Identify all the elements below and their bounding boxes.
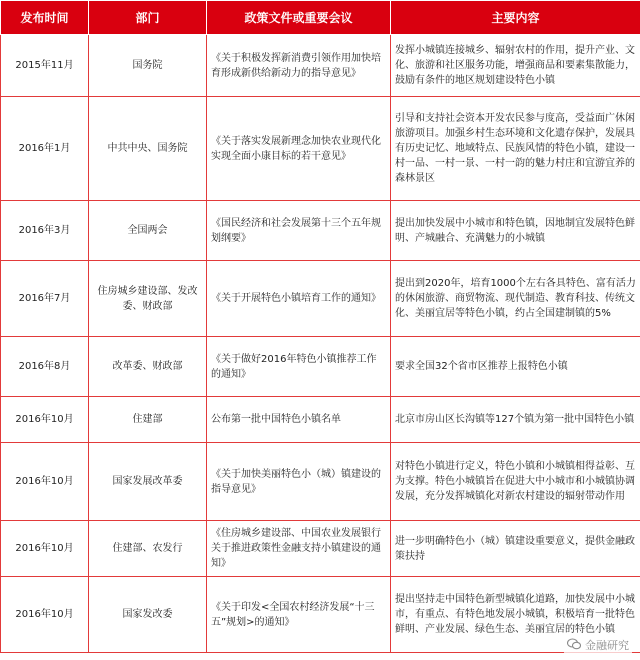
cell-document: 《关于印发<全国农村经济发展“十三五”规划>的通知》 bbox=[207, 577, 391, 653]
cell-date: 2016年7月 bbox=[1, 261, 89, 337]
cell-date: 2016年10月 bbox=[1, 521, 89, 577]
cell-department: 全国两会 bbox=[89, 201, 207, 261]
table-row bbox=[1, 521, 640, 577]
cell-content: 引导和支持社会资本开发农民参与度高，受益面广休闲旅游项目。加强乡村生态环境和文化遗存保护，发展具有历史记忆、地域特点、民族风情的特色小镇，建设一村一品、一村一景、一村一韵的魅力村庄和宜游宜养的森林景区 bbox=[391, 97, 640, 201]
table-row bbox=[1, 35, 640, 97]
cell-content: 进一步明确特色小（城）镇建设重要意义，提供金融政策扶持 bbox=[391, 521, 640, 577]
cell-date: 2016年10月 bbox=[1, 443, 89, 521]
cell-date: 2016年3月 bbox=[1, 201, 89, 261]
cell-document: 公布第一批中国特色小镇名单 bbox=[207, 397, 391, 443]
table-row bbox=[1, 97, 640, 201]
cell-department: 国家发展改革委 bbox=[89, 443, 207, 521]
watermark bbox=[564, 636, 632, 654]
cell-department: 国务院 bbox=[89, 35, 207, 97]
cell-content: 发挥小城镇连接城乡、辐射农村的作用，提升产业、文化、旅游和社区服务功能，增强商品和要素集散能力，鼓励有条件的地区规划建设特色小镇 bbox=[391, 35, 640, 97]
table-row bbox=[1, 201, 640, 261]
cell-content: 提出到2020年，培育1000个左右各具特色、富有活力的休闲旅游、商贸物流、现代制造、教育科技、传统文化、美丽宜居等特色小镇，约占全国建制镇的5% bbox=[391, 261, 640, 337]
table-row bbox=[1, 577, 640, 653]
cell-date: 2016年10月 bbox=[1, 577, 89, 653]
header-date: 发布时间 bbox=[1, 1, 89, 35]
cell-document: 《关于落实发展新理念加快农业现代化实现全面小康目标的若干意见》 bbox=[207, 97, 391, 201]
cell-document: 《国民经济和社会发展第十三个五年规划纲要》 bbox=[207, 201, 391, 261]
cell-department: 改革委、财政部 bbox=[89, 337, 207, 397]
header-main-content: 主要内容 bbox=[391, 1, 640, 35]
watermark-text: 金融研究 bbox=[585, 639, 629, 652]
cell-document: 《关于开展特色小镇培育工作的通知》 bbox=[207, 261, 391, 337]
table-row bbox=[1, 337, 640, 397]
cell-content: 要求全国32个省市区推荐上报特色小镇 bbox=[391, 337, 640, 397]
cell-document: 《关于做好2016年特色小镇推荐工作的通知》 bbox=[207, 337, 391, 397]
cell-department: 中共中央、国务院 bbox=[89, 97, 207, 201]
table-row bbox=[1, 261, 640, 337]
cell-date: 2016年10月 bbox=[1, 397, 89, 443]
cell-date: 2016年8月 bbox=[1, 337, 89, 397]
cell-date: 2016年1月 bbox=[1, 97, 89, 201]
wechat-icon bbox=[567, 638, 581, 653]
cell-content: 北京市房山区长沟镇等127个镇为第一批中国特色小镇 bbox=[391, 397, 640, 443]
cell-document: 《关于积极发挥新消费引领作用加快培育形成新供给新动力的指导意见》 bbox=[207, 35, 391, 97]
cell-department: 住建部 bbox=[89, 397, 207, 443]
cell-department: 住房城乡建设部、发改委、财政部 bbox=[89, 261, 207, 337]
header-policy-document: 政策文件或重要会议 bbox=[207, 1, 391, 35]
cell-content: 对特色小镇进行定义，特色小镇和小城镇相得益彰、互为支撑。特色小城镇旨在促进大中小城市和小城镇协调发展，充分发挥城镇化对新农村建设的辐射带动作用 bbox=[391, 443, 640, 521]
cell-document: 《关于加快美丽特色小（城）镇建设的指导意见》 bbox=[207, 443, 391, 521]
cell-department: 住建部、农发行 bbox=[89, 521, 207, 577]
cell-content: 提出坚持走中国特色新型城镇化道路，加快发展中小城市，有重点、有特色地发展小城镇，积极培育一批特色鲜明、产业发展、绿色生态、美丽宜居的特色小镇 bbox=[391, 577, 640, 653]
table-header-row bbox=[1, 1, 640, 35]
table-row bbox=[1, 443, 640, 521]
table-row bbox=[1, 397, 640, 443]
header-department: 部门 bbox=[89, 1, 207, 35]
cell-department: 国家发改委 bbox=[89, 577, 207, 653]
cell-content: 提出加快发展中小城市和特色镇，因地制宜发展特色鲜明、产城融合、充满魅力的小城镇 bbox=[391, 201, 640, 261]
cell-document: 《住房城乡建设部、中国农业发展银行关于推进政策性金融支持小镇建设的通知》 bbox=[207, 521, 391, 577]
cell-date: 2015年11月 bbox=[1, 35, 89, 97]
